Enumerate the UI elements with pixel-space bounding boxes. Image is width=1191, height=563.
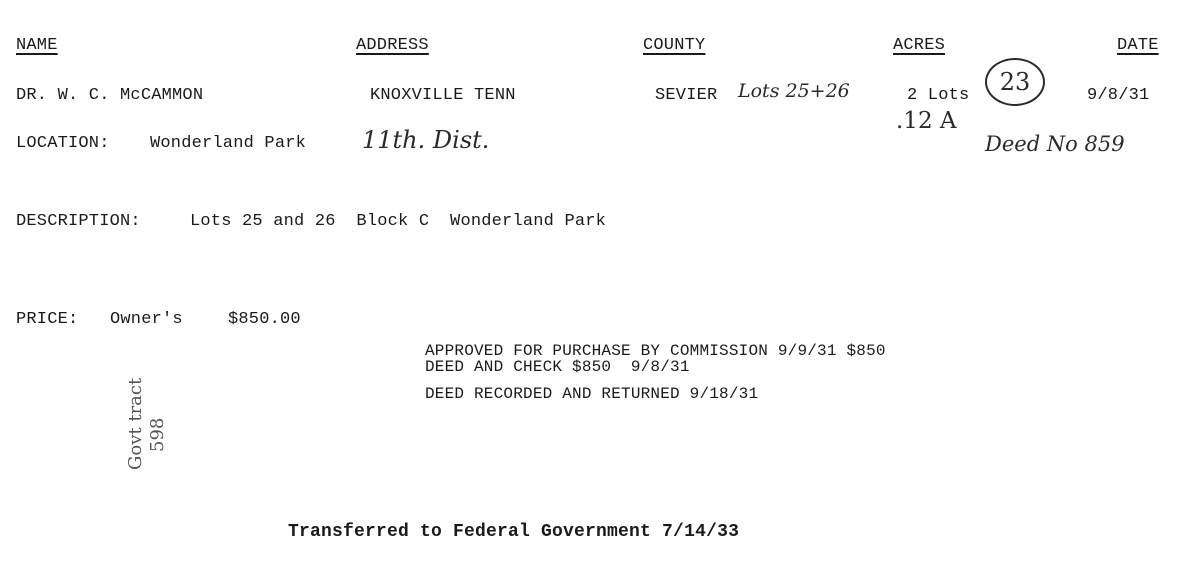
- location-value: Wonderland Park: [150, 134, 307, 153]
- location-label: LOCATION:: [16, 134, 110, 153]
- record-name: DR. W. C. McCAMMON: [16, 86, 204, 105]
- description-label: DESCRIPTION:: [16, 212, 141, 231]
- price-owner-label: Owner's: [110, 310, 183, 329]
- side-note-line1: Govt tract: [125, 377, 146, 470]
- header-name: NAME: [16, 36, 58, 55]
- header-address: ADDRESS: [356, 36, 429, 55]
- handwritten-deed-number: Deed No 859: [985, 132, 1125, 156]
- record-address: KNOXVILLE TENN: [370, 86, 516, 105]
- price-label: PRICE:: [16, 310, 79, 329]
- circled-number-text: 23: [999, 68, 1031, 96]
- note-deed-check: DEED AND CHECK $850 9/8/31: [425, 358, 690, 376]
- note-deed-recorded: DEED RECORDED AND RETURNED 9/18/31: [425, 385, 759, 403]
- record-acres: 2 Lots: [907, 86, 970, 105]
- note-approved: APPROVED FOR PURCHASE BY COMMISSION 9/9/31 $850: [425, 342, 886, 360]
- handwritten-lots: Lots 25+26: [738, 80, 850, 102]
- header-county: COUNTY: [643, 36, 706, 55]
- price-amount: $850.00: [228, 310, 301, 329]
- circled-number: [985, 58, 1045, 106]
- record-county: SEVIER: [655, 86, 718, 105]
- header-date: DATE: [1117, 36, 1159, 55]
- header-acres: ACRES: [893, 36, 946, 55]
- handwritten-acres: .12 A: [896, 108, 957, 134]
- record-date: 9/8/31: [1087, 86, 1150, 105]
- description-value: Lots 25 and 26 Block C Wonderland Park: [190, 212, 607, 231]
- footer-transfer-note: Transferred to Federal Government 7/14/33: [288, 522, 740, 542]
- side-note-line2: 598: [147, 417, 168, 452]
- handwritten-district: 11th. Dist.: [362, 126, 490, 154]
- handwritten-side-note: [125, 360, 168, 470]
